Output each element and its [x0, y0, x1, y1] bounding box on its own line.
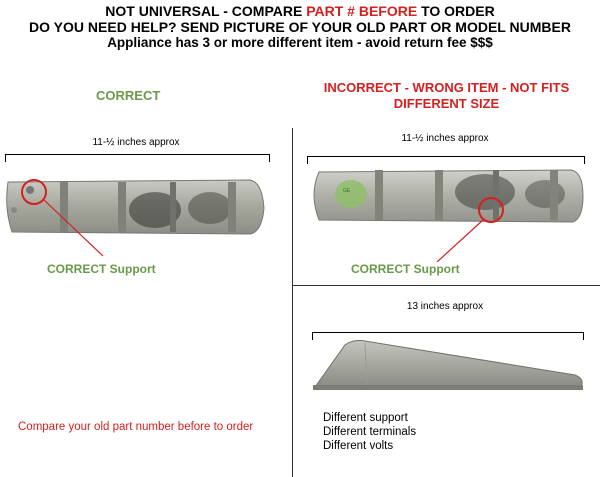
difference-item: Different support	[323, 412, 408, 424]
header-line-3: Appliance has 3 or more different item - avoid return fee $$$	[107, 35, 493, 50]
header-text: NOT UNIVERSAL - COMPARE	[105, 3, 307, 19]
compare-note: Compare your old part number before to order	[18, 421, 254, 433]
incorrect-title-line-1: INCORRECT - WRONG ITEM - NOT FITS	[323, 80, 570, 95]
incorrect-title-line-2: DIFFERENT SIZE	[393, 96, 500, 111]
svg-text:GE: GE	[343, 188, 351, 194]
right-support-label: CORRECT Support	[351, 262, 460, 276]
vertical-divider	[292, 128, 293, 477]
left-measure-bracket	[5, 154, 270, 162]
correct-title: CORRECT	[96, 88, 161, 103]
header-text-suffix: TO ORDER	[417, 3, 495, 19]
header-line-1	[0, 3, 600, 19]
left-support-label: CORRECT Support	[47, 262, 156, 276]
correct-part-image	[0, 168, 280, 268]
incorrect-title	[293, 80, 600, 112]
difference-item: Different terminals	[323, 426, 417, 438]
horizontal-divider	[293, 285, 600, 286]
left-measure-label: 11-½ inches approx	[92, 137, 180, 148]
part-number-highlight: PART # BEFORE	[306, 3, 418, 19]
differences-list	[323, 411, 416, 453]
incorrect-part-image	[305, 162, 600, 262]
bottom-measure-label: 13 inches approx	[406, 301, 484, 312]
right-measure-label: 11-½ inches approx	[401, 133, 489, 144]
wrong-part-image	[305, 335, 600, 395]
difference-item: Different volts	[323, 440, 394, 452]
header-line-2: DO YOU NEED HELP? SEND PICTURE OF YOUR OLD PART OR MODEL NUMBER	[29, 19, 571, 35]
